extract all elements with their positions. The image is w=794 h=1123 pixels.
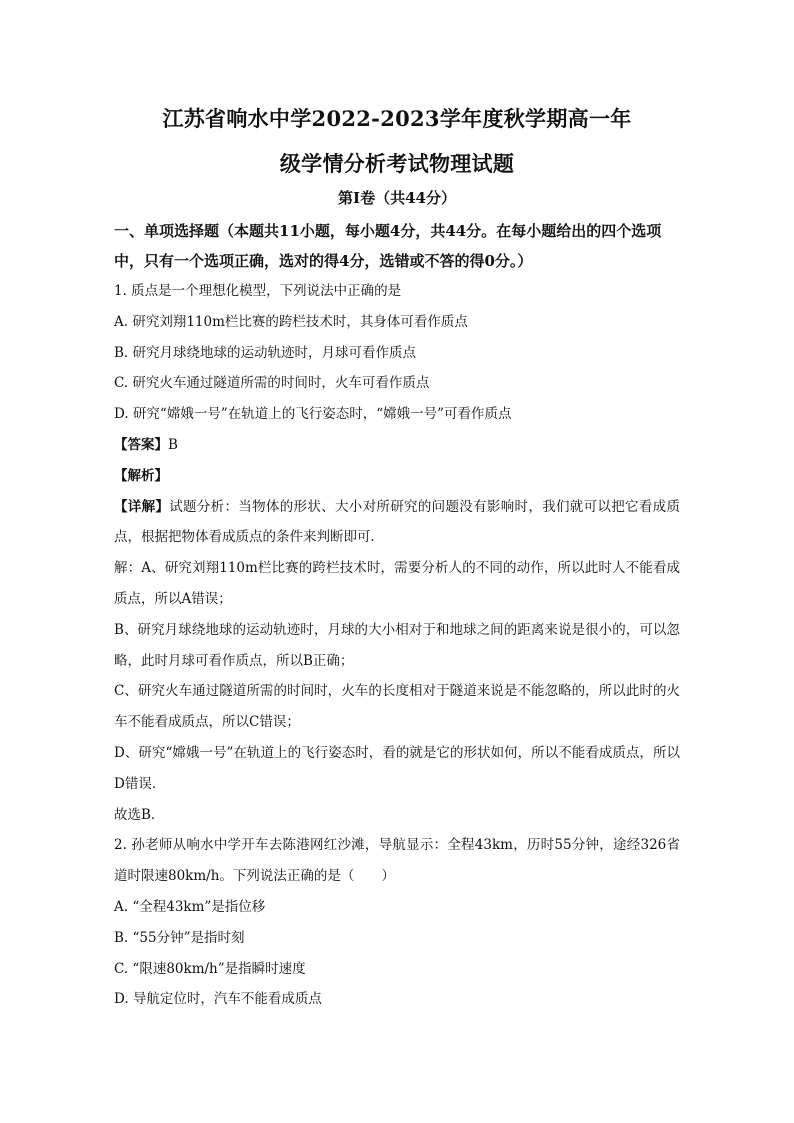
detail-paragraph [114, 492, 680, 554]
analysis-tag-label: 【解析】 [114, 467, 168, 484]
question-stem: 2. 孙老师从响水中学开车去陈港网红沙滩，导航显示：全程43km，历时55分钟，途经326省道时限速80km/h。下列说法正确的是（ ） [114, 837, 680, 885]
option-b: B. “55分钟”是指时刻 [114, 929, 245, 946]
question-stem: 1. 质点是一个理想化模型，下列说法中正确的是 [114, 283, 402, 299]
option-a: A. “全程43km”是指位移 [114, 898, 266, 915]
option-b: B. 研究月球绕地球的运动轨迹时，月球可看作质点 [114, 344, 417, 361]
option-d: D. 导航定位时，汽车不能看成质点 [114, 991, 322, 1008]
exam-title-line2: 级学情分析考试物理试题 [279, 151, 515, 176]
detail-text: 试题分析：当物体的形状、大小对所研究的问题没有影响时，我们就可以把它看成质点，根据把物体看成质点的条件来判断即可． [114, 498, 680, 546]
section-heading: 一、单项选择题（本题共11小题，每小题4分，共44分。在每小题给出的四个选项中，只有一个选项正确，选对的得4分，选错或不答的得0分。） [114, 222, 662, 270]
answer-line [114, 430, 680, 461]
option-c: C. “限速80km/h”是指瞬时速度 [114, 960, 306, 977]
answer-tag: 【答案】 [114, 436, 168, 453]
exam-title-line1: 江苏省响水中学2022-2023学年度秋学期高一年 [162, 106, 632, 131]
answer-value: B [168, 436, 178, 453]
detail-tag: 【详解】 [114, 498, 170, 515]
analysis-tag [114, 461, 680, 492]
explanation-d: D、研究“嫦娥一号”在轨道上的飞行姿态时，看的就是它的形状如何，所以不能看成质点，所以D错误． [114, 744, 680, 792]
conclusion: 故选B． [114, 806, 165, 823]
explanation-b: B、研究月球绕地球的运动轨迹时，月球的大小相对于和地球之间的距离来说是很小的，可以忽略，此时月球可看作质点，所以B正确； [114, 621, 680, 669]
question-1 [114, 276, 680, 830]
option-d: D. 研究“嫦娥一号”在轨道上的飞行姿态时，“嫦娥一号”可看作质点 [114, 406, 512, 423]
explanation-c: C、研究火车通过隧道所需的时间时，火车的长度相对于隧道来说是不能忽略的，所以此时的火车不能看成质点，所以C错误； [114, 683, 680, 731]
option-a: A. 研究刘翔110m栏比赛的跨栏技术时，其身体可看作质点 [114, 313, 468, 330]
question-2 [114, 830, 680, 1015]
explanation-a: 解：A、研究刘翔110m栏比赛的跨栏技术时，需要分析人的不同的动作，所以此时人不能看成质点，所以A错误； [114, 560, 680, 607]
option-c: C. 研究火车通过隧道所需的时间时，火车可看作质点 [114, 375, 430, 392]
volume-heading: 第Ⅰ卷（共44分） [338, 189, 456, 207]
